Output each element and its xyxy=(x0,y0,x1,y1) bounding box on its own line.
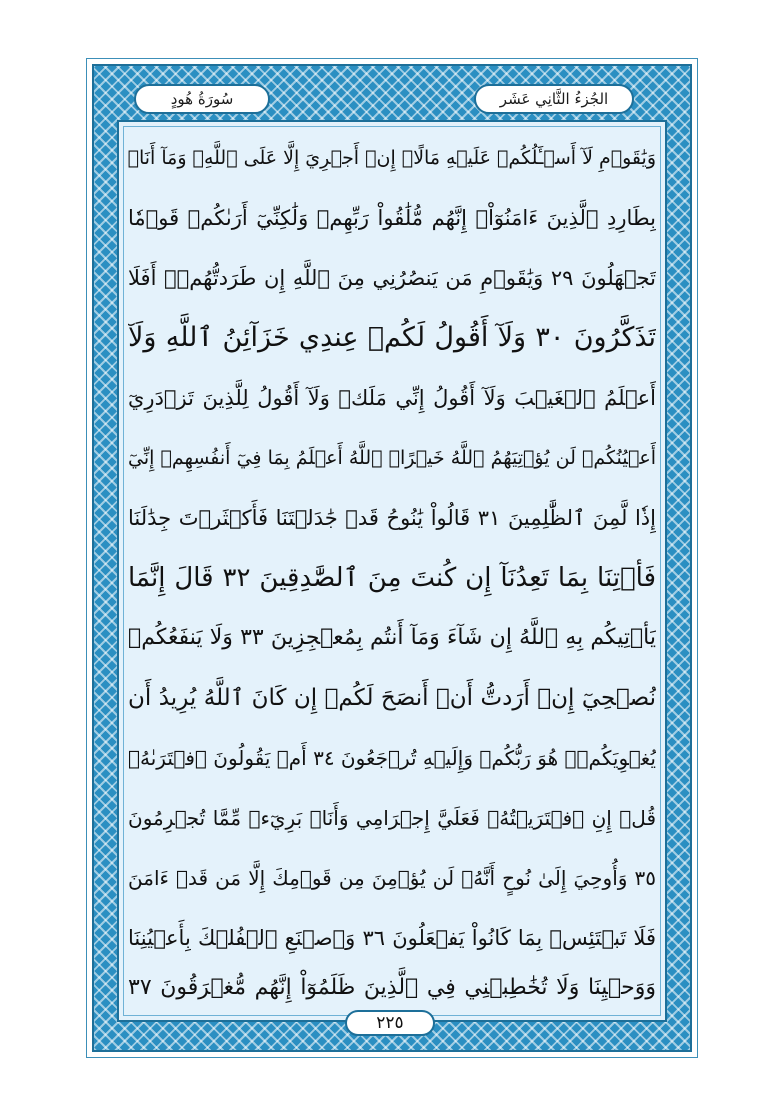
verse-line: فَلَا تَبۡتَئِسۡ بِمَا كَانُواْ يَفۡعَلُونَ ٣٦ وَٱصۡنَعِ ٱلۡفُلۡكَ بِأَعۡيُنِنَا xyxy=(128,926,656,950)
verse-line: قُلۡ إِنِ ٱفۡتَرَيۡتُهُۥ فَعَلَيَّ إِجۡرَامِي وَأَنَا۠ بَرِيٓءٞ مِّمَّا تُجۡرِمُونَ xyxy=(128,806,656,830)
verse-line: يُغۡوِيَكُمۡۚ هُوَ رَبُّكُمۡ وَإِلَيۡهِ تُرۡجَعُونَ ٣٤ أَمۡ يَقُولُونَ ٱفۡتَرَىٰهُۖ xyxy=(128,746,656,770)
verse-line: نُصۡحِيٓ إِنۡ أَرَدتُّ أَنۡ أَنصَحَ لَكُمۡ إِن كَانَ ٱللَّهُ يُرِيدُ أَن xyxy=(128,685,656,711)
juz-label: الجُزءُ الثَّانِي عَشَر xyxy=(474,84,634,114)
verse-line: إِذٗا لَّمِنَ ٱلظَّٰلِمِينَ ٣١ قَالُواْ يَٰنُوحُ قَدۡ جَٰدَلۡتَنَا فَأَكۡثَرۡتَ جِدَٰلَنَا xyxy=(128,506,656,530)
verse-line: أَعۡلَمُ ٱلۡغَيۡبَ وَلَآ أَقُولُ إِنِّي مَلَكٞ وَلَآ أَقُولُ لِلَّذِينَ تَزۡدَرِيٓ xyxy=(128,386,656,410)
verse-line: يَأۡتِيكُم بِهِ ٱللَّهُ إِن شَآءَ وَمَآ أَنتُم بِمُعۡجِزِينَ ٣٣ وَلَا يَنفَعُكُمۡ xyxy=(128,625,656,650)
verse-line: تَذَكَّرُونَ ٣٠ وَلَآ أَقُولُ لَكُمۡ عِندِي خَزَآئِنُ ٱللَّهِ وَلَآ xyxy=(128,322,656,353)
surah-label: سُورَةُ هُودٍ xyxy=(134,84,270,114)
verse-line: أَعۡيُنُكُمۡ لَن يُؤۡتِيَهُمُ ٱللَّهُ خَيۡرًاۖ ٱللَّهُ أَعۡلَمُ بِمَا فِيٓ أَنفُسِهِمۡ إِنِّيٓ xyxy=(128,447,656,469)
verse-line: تَجۡهَلُونَ ٢٩ وَيَٰقَوۡمِ مَن يَنصُرُنِي مِنَ ٱللَّهِ إِن طَرَدتُّهُمۡۚ أَفَلَا xyxy=(128,266,656,290)
verse-line: وَيَٰقَوۡمِ لَآ أَسۡـَٔلُكُمۡ عَلَيۡهِ مَالًاۖ إِنۡ أَجۡرِيَ إِلَّا عَلَى ٱللَّهِۚ وَمَآ أَنَا۠ xyxy=(128,147,656,169)
page-number: ٢٢٥ xyxy=(345,1010,435,1036)
verse-line: ٣٥ وَأُوحِيَ إِلَىٰ نُوحٍ أَنَّهُۥ لَن يُؤۡمِنَ مِن قَوۡمِكَ إِلَّا مَن قَدۡ ءَامَنَ xyxy=(128,866,656,890)
verse-line: فَأۡتِنَا بِمَا تَعِدُنَآ إِن كُنتَ مِنَ ٱلصَّٰدِقِينَ ٣٢ قَالَ إِنَّمَا xyxy=(128,563,656,593)
verse-line: بِطَارِدِ ٱلَّذِينَ ءَامَنُوٓاْۚ إِنَّهُم مُّلَٰقُواْ رَبِّهِمۡ وَلَٰكِنِّيٓ أَرَىٰكُمۡ قَوۡمٗا xyxy=(128,206,656,230)
verse-line: وَوَحۡيِنَا وَلَا تُخَٰطِبۡنِي فِي ٱلَّذِينَ ظَلَمُوٓاْ إِنَّهُم مُّغۡرَقُونَ ٣٧ xyxy=(128,975,656,1000)
